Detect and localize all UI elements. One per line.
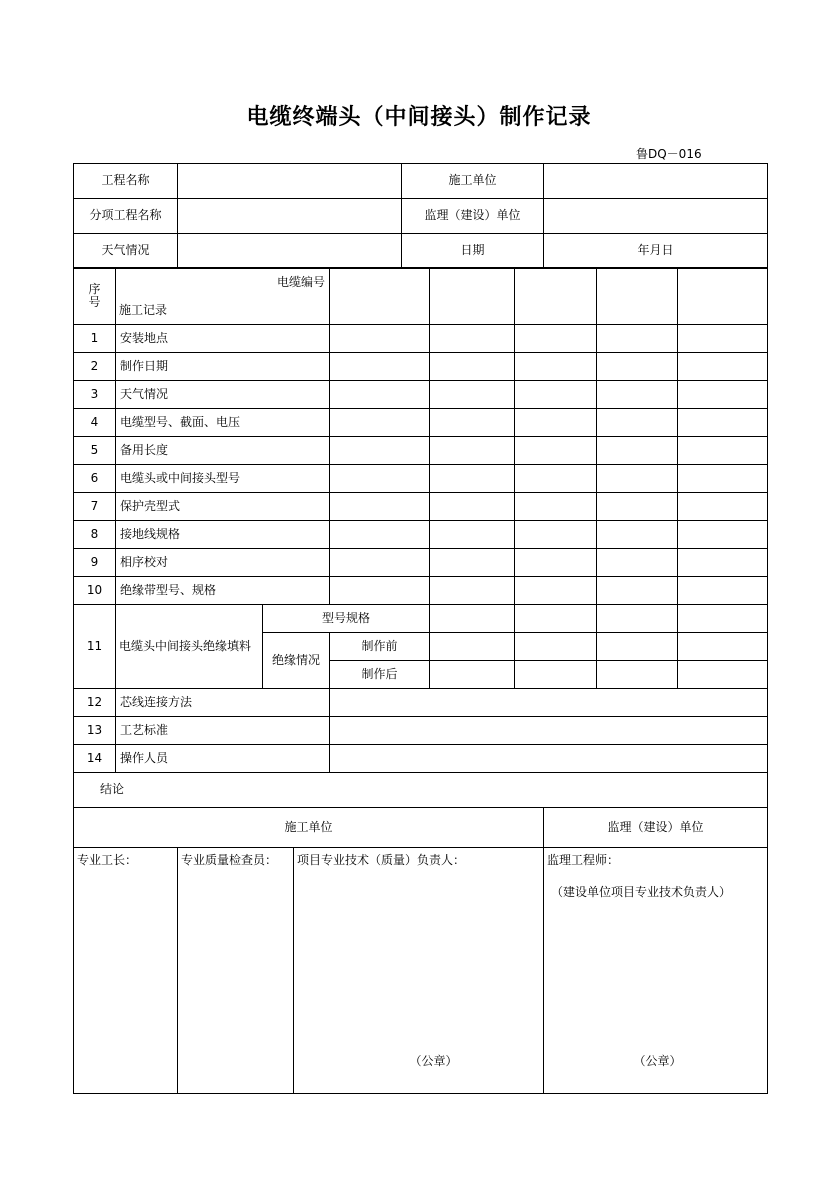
merged-cell[interactable] — [330, 689, 768, 717]
table-row — [74, 409, 768, 437]
row-label: 天气情况 — [116, 381, 330, 409]
row-label: 电缆头或中间接头型号 — [116, 465, 330, 493]
cell[interactable] — [515, 353, 597, 381]
row-label: 工艺标准 — [116, 717, 330, 745]
row-number: 1 — [74, 325, 116, 353]
row-label: 绝缘带型号、规格 — [116, 577, 330, 605]
cable-col-3[interactable] — [515, 268, 597, 325]
seal-right: （公章） — [633, 1054, 682, 1069]
seq-header — [74, 268, 116, 325]
cell[interactable] — [678, 577, 768, 605]
table-row — [74, 577, 768, 605]
cell[interactable] — [515, 493, 597, 521]
cell[interactable] — [430, 353, 515, 381]
project-name-field[interactable] — [178, 164, 402, 199]
table-row — [74, 437, 768, 465]
cell[interactable] — [678, 437, 768, 465]
cell[interactable] — [430, 605, 515, 633]
table-row — [74, 521, 768, 549]
supervision-unit-field[interactable] — [544, 199, 768, 234]
cell[interactable] — [330, 549, 430, 577]
cell[interactable] — [430, 437, 515, 465]
cell[interactable] — [597, 521, 678, 549]
cell[interactable] — [430, 381, 515, 409]
foreman-label: 专业工长： — [77, 853, 138, 867]
cell[interactable] — [430, 409, 515, 437]
construction-record-header: 施工记录 — [119, 303, 168, 318]
weather-label: 天气情况 — [74, 234, 178, 269]
row-11-model-spec: 型号规格 — [263, 605, 430, 633]
sign-supervision-unit: 监理（建设）单位 — [544, 808, 768, 848]
sign-table — [73, 772, 768, 1094]
cell[interactable] — [678, 353, 768, 381]
cell[interactable] — [330, 381, 430, 409]
header-table — [73, 163, 768, 269]
cell[interactable] — [597, 381, 678, 409]
row-11-insulation: 绝缘情况 — [263, 633, 330, 689]
cell[interactable] — [678, 325, 768, 353]
cable-col-2[interactable] — [430, 268, 515, 325]
row-label: 接地线规格 — [116, 521, 330, 549]
supervisor-label: 监理工程师： — [547, 853, 620, 867]
table-row — [74, 325, 768, 353]
foreman-cell[interactable] — [74, 848, 178, 1094]
cable-col-1[interactable] — [330, 268, 430, 325]
merged-cell[interactable] — [330, 745, 768, 773]
quality-inspector-label: 专业质量检查员： — [181, 853, 278, 867]
cell[interactable] — [678, 549, 768, 577]
cell[interactable] — [597, 353, 678, 381]
row-number: 5 — [74, 437, 116, 465]
project-name-label: 工程名称 — [74, 164, 178, 199]
row-number: 8 — [74, 521, 116, 549]
cell[interactable] — [678, 409, 768, 437]
table-row — [74, 717, 768, 745]
cell[interactable] — [597, 437, 678, 465]
row-number: 6 — [74, 465, 116, 493]
cell[interactable] — [430, 633, 515, 661]
table-row — [74, 381, 768, 409]
table-row — [74, 493, 768, 521]
page-title: 电缆终端头（中间接头）制作记录 — [246, 105, 592, 130]
record-table — [73, 267, 768, 773]
construction-unit-field[interactable] — [544, 164, 768, 199]
construction-unit-label: 施工单位 — [402, 164, 544, 199]
cell[interactable] — [330, 325, 430, 353]
row-label: 制作日期 — [116, 353, 330, 381]
row-number: 10 — [74, 577, 116, 605]
cell[interactable] — [515, 381, 597, 409]
supervisor-cell[interactable] — [544, 848, 768, 1094]
cell[interactable] — [515, 577, 597, 605]
cell[interactable] — [330, 493, 430, 521]
weather-field[interactable] — [178, 234, 402, 269]
table-row — [74, 353, 768, 381]
cable-col-5[interactable] — [678, 268, 768, 325]
cell[interactable] — [515, 437, 597, 465]
cell[interactable] — [597, 633, 678, 661]
cell[interactable] — [330, 409, 430, 437]
cell[interactable] — [597, 465, 678, 493]
row-label: 芯线连接方法 — [116, 689, 330, 717]
table-row — [74, 465, 768, 493]
conclusion-label: 结论 — [74, 773, 768, 808]
cell[interactable] — [430, 577, 515, 605]
seal-left: （公章） — [409, 1054, 458, 1069]
row-number: 7 — [74, 493, 116, 521]
row-11-label: 电缆头中间接头绝缘填料 — [116, 605, 263, 689]
cell[interactable] — [430, 493, 515, 521]
cell[interactable] — [678, 465, 768, 493]
cell[interactable] — [597, 661, 678, 689]
cell[interactable] — [678, 381, 768, 409]
row-number: 9 — [74, 549, 116, 577]
supervision-unit-label: 监理（建设）单位 — [402, 199, 544, 234]
table-row — [74, 549, 768, 577]
cell[interactable] — [515, 409, 597, 437]
cell[interactable] — [597, 577, 678, 605]
row-label: 备用长度 — [116, 437, 330, 465]
row-11-before: 制作前 — [330, 633, 430, 661]
seq-header-text: 序号 — [88, 282, 101, 309]
cell[interactable] — [678, 661, 768, 689]
cell[interactable] — [597, 493, 678, 521]
table-row — [74, 689, 768, 717]
date-label: 日期 — [402, 234, 544, 269]
cell[interactable] — [515, 325, 597, 353]
owner-tech-lead-label: （建设单位项目专业技术负责人） — [551, 884, 732, 899]
cell[interactable] — [678, 633, 768, 661]
cell[interactable] — [430, 549, 515, 577]
row-11-number: 11 — [74, 605, 116, 689]
row-number: 3 — [74, 381, 116, 409]
row-number: 2 — [74, 353, 116, 381]
cell[interactable] — [515, 465, 597, 493]
cell[interactable] — [597, 409, 678, 437]
cell[interactable] — [515, 633, 597, 661]
cable-col-4[interactable] — [597, 268, 678, 325]
sign-construction-unit: 施工单位 — [74, 808, 544, 848]
row-label: 操作人员 — [116, 745, 330, 773]
cell[interactable] — [330, 465, 430, 493]
form-code: 鲁DQ－016 — [636, 147, 702, 161]
cell[interactable] — [678, 605, 768, 633]
cable-no-header: 电缆编号 — [277, 275, 326, 289]
cell[interactable] — [678, 493, 768, 521]
cell[interactable] — [678, 521, 768, 549]
row-label: 保护壳型式 — [116, 493, 330, 521]
row-number: 12 — [74, 689, 116, 717]
cell[interactable] — [330, 577, 430, 605]
cell[interactable] — [515, 661, 597, 689]
cell[interactable] — [597, 605, 678, 633]
cell[interactable] — [430, 325, 515, 353]
cell[interactable] — [430, 521, 515, 549]
sub-project-label: 分项工程名称 — [74, 199, 178, 234]
cell[interactable] — [597, 549, 678, 577]
row-11-after: 制作后 — [330, 661, 430, 689]
cable-header-cell — [116, 268, 330, 325]
row-number: 13 — [74, 717, 116, 745]
cell[interactable] — [330, 353, 430, 381]
cell[interactable] — [430, 465, 515, 493]
merged-cell[interactable] — [330, 717, 768, 745]
tech-lead-label: 项目专业技术（质量）负责人： — [297, 853, 466, 867]
row-number: 14 — [74, 745, 116, 773]
table-row — [74, 745, 768, 773]
cell[interactable] — [330, 437, 430, 465]
row-number: 4 — [74, 409, 116, 437]
cell[interactable] — [515, 605, 597, 633]
cell[interactable] — [515, 549, 597, 577]
sub-project-field[interactable] — [178, 199, 402, 234]
cell[interactable] — [597, 325, 678, 353]
quality-inspector-cell[interactable] — [178, 848, 294, 1094]
date-field[interactable]: 年月日 — [544, 234, 768, 269]
cell[interactable] — [330, 521, 430, 549]
row-label: 安装地点 — [116, 325, 330, 353]
cell[interactable] — [430, 661, 515, 689]
tech-lead-cell[interactable] — [294, 848, 544, 1094]
row-label: 相序校对 — [116, 549, 330, 577]
row-label: 电缆型号、截面、电压 — [116, 409, 330, 437]
cell[interactable] — [515, 521, 597, 549]
